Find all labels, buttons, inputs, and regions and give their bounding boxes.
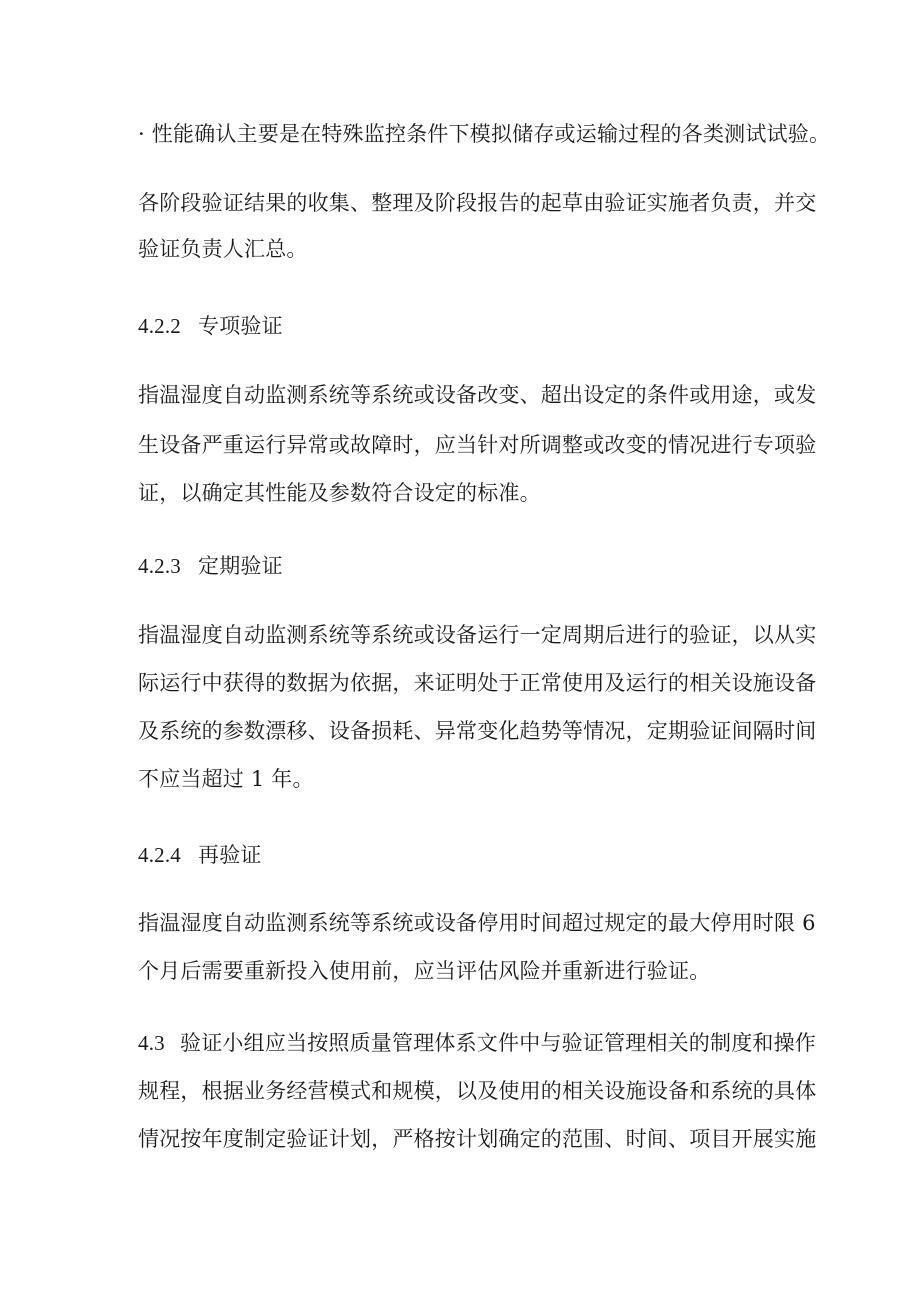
section-title: 定期验证	[198, 554, 283, 578]
section-number: 4.3	[138, 1031, 165, 1055]
bullet-paragraph: · 性能确认主要是在特殊监控条件下模拟储存或运输过程的各类测试试验。	[138, 122, 831, 146]
section-title: 再验证	[198, 843, 262, 867]
paragraph-4-3-line-1	[138, 1030, 816, 1056]
section-number: 4.2.4	[138, 843, 181, 867]
paragraph-4-2-2-line-1: 指温湿度自动监测系统等系统或设备改变、超出设定的条件或用途，或发	[138, 383, 817, 407]
paragraph-4-2-3-line-2: 际运行中获得的数据为依据，来证明处于正常使用及运行的相关设施设备	[138, 671, 817, 695]
section-title: 专项验证	[198, 314, 283, 338]
paragraph-4-3-line-2: 规程，根据业务经营模式和规模，以及使用的相关设施设备和系统的具体	[138, 1079, 817, 1103]
paragraph-4-2-3-line-1: 指温湿度自动监测系统等系统或设备运行一定周期后进行的验证，以从实	[138, 623, 817, 647]
paragraph-text: 验证小组应当按照质量管理体系文件中与验证管理相关的制度和操作	[180, 1031, 816, 1055]
paragraph-4-2-4-line-1: 指温湿度自动监测系统等系统或设备停用时间超过规定的最大停用时限 6	[138, 911, 816, 935]
section-number: 4.2.2	[138, 314, 181, 338]
results-paragraph-line-2: 验证负责人汇总。	[138, 237, 308, 261]
paragraph-4-2-3-line-4: 不应当超过 1 年。	[138, 767, 314, 791]
section-heading-4-2-4	[138, 842, 262, 868]
section-heading-4-2-3	[138, 553, 283, 579]
paragraph-4-2-2-line-2: 生设备严重运行异常或故障时，应当针对所调整或改变的情况进行专项验	[138, 433, 817, 457]
results-paragraph-line-1: 各阶段验证结果的收集、整理及阶段报告的起草由验证实施者负责，并交	[138, 191, 817, 215]
paragraph-4-3-line-3: 情况按年度制定验证计划，严格按计划确定的范围、时间、项目开展实施	[138, 1127, 817, 1151]
section-heading-4-2-2	[138, 313, 283, 339]
paragraph-4-2-4-line-2: 个月后需要重新投入使用前，应当评估风险并重新进行验证。	[138, 959, 711, 983]
section-number: 4.2.3	[138, 554, 181, 578]
paragraph-4-2-2-line-3: 证，以确定其性能及参数符合设定的标准。	[138, 481, 541, 505]
paragraph-4-2-3-line-3: 及系统的参数漂移、设备损耗、异常变化趋势等情况，定期验证间隔时间	[138, 719, 817, 743]
